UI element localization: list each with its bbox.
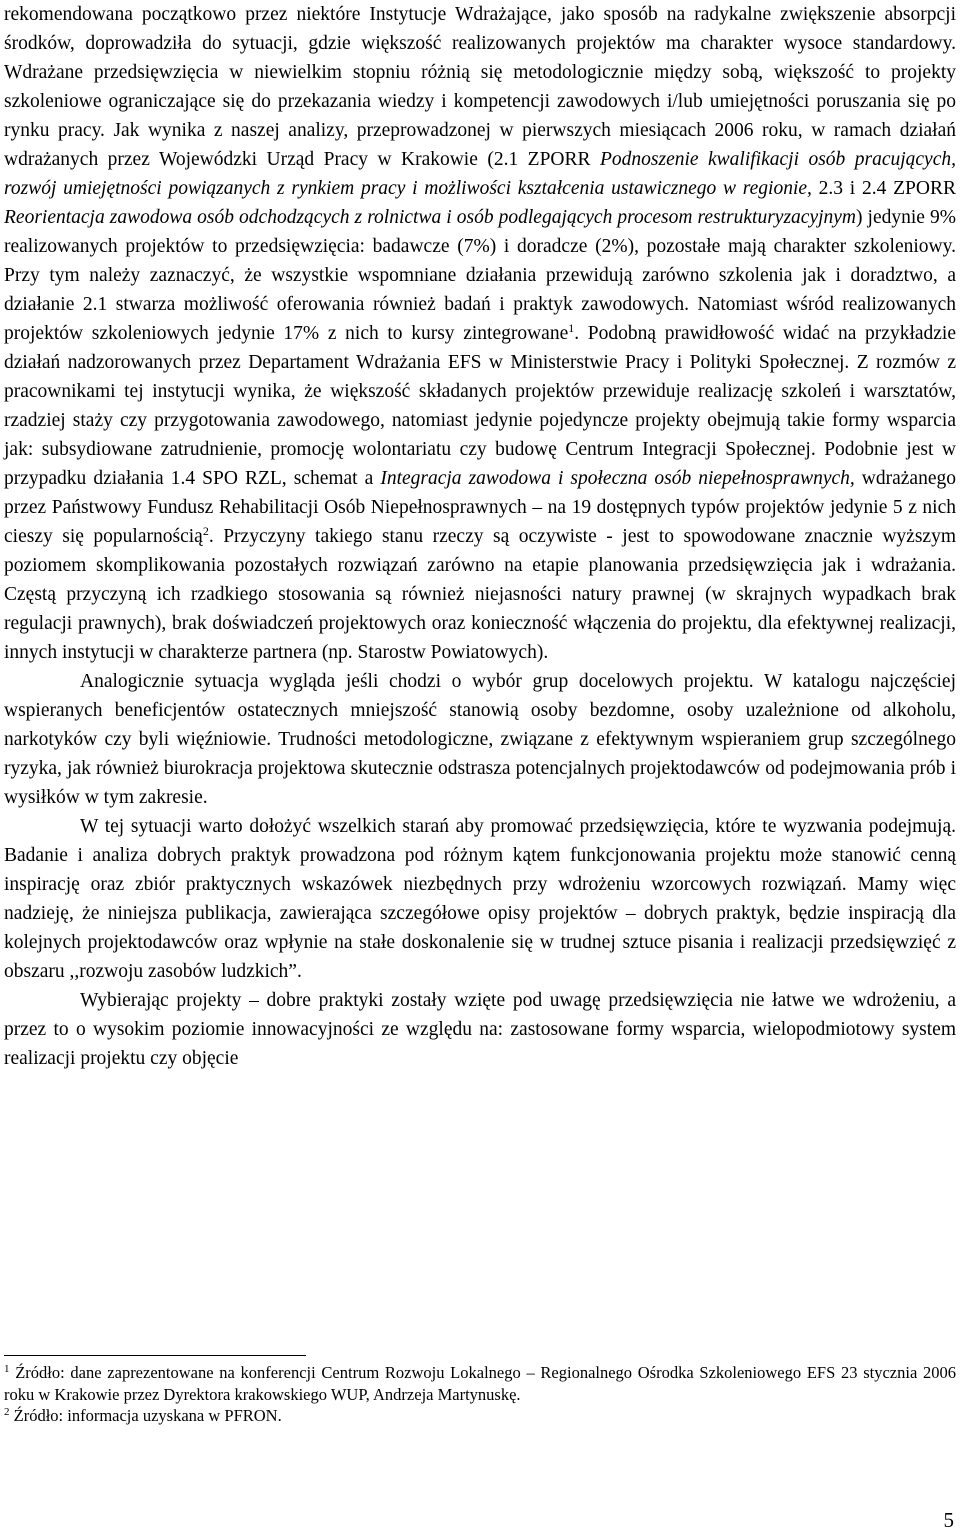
footnote [4,1405,956,1427]
paragraph [4,0,956,667]
text-run: ) jedynie 9% realizowanych projektów to przedsięwzięcia: badawcze (7%) i doradcze (2%), pozostałe mają charakter szkoleniowy. Przy tym należy zaznaczyć, że wszystkie wspomniane działania przewidują zarówno szkolenia jak i doradztwo, a działanie 2.1 stwarza możliwość oferowania również badań i praktyk zawodowych. Natomiast wśród realizowanych projektów szkoleniowych jedynie 17% z nich to kursy zintegrowane [4,207,956,344]
text-run: wdrażanego przez Państwowy Fundusz Rehabilitacji Osób Niepełnosprawnych – na 19 dostępnych typów projektów jedynie 5 z nich cieszy się popularnością [4,468,956,547]
text-run: W tej sytuacji warto dołożyć wszelkich starań aby promować przedsięwzięcia, które te wyzwania podejmują. Badanie i analiza dobrych praktyk prowadzona pod różnym kątem funkcjonowania projektu może stanowić cenną inspirację oraz zbiór praktycznych wskazówek niezbędnych przy wdrożeniu wzorcowych rozwiązań. Mamy więc nadzieję, że niniejsza publikacja, zawierająca szczegółowe opisy projektów – dobrych praktyk, będzie inspiracją dla kolejnych projektodawców oraz wpłynie na stałe doskonalenie się w trudnej sztuce pisania i realizacji przedsięwzięć z obszaru ,,rozwoju zasobów ludzkich”. [4,816,956,982]
footnote-separator [4,1355,306,1356]
paragraph [4,812,956,986]
italic-text: Reorientacja zawodowa osób odchodzących z rolnictwa i osób podlegających procesom restrukturyzacyjnym [4,207,857,228]
footnote-reference: 2 [202,524,209,538]
footnote-marker: 2 [4,1406,10,1418]
document-page [4,0,956,1073]
page-number: 5 [943,1508,954,1532]
paragraph [4,667,956,812]
body-text [4,0,956,1073]
text-run: . Podobną prawidłowość widać na przykładzie działań nadzorowanych przez Departament Wdrażania EFS w Ministerstwie Pracy i Polityki Społecznej. Z rozmów z pracownikami tej instytucji wynika, że większość składanych projektów przewiduje realizację szkoleń i warsztatów, rzadziej staży czy przygotowania zawodowego, natomiast jedynie pojedyncze projekty obejmują takie formy wsparcia jak: subsydiowane zatrudnienie, promocję wolontariatu czy budowę Centrum Integracji Społecznej. Podobnie jest w przypadku działania 1.4 SPO RZL, schemat a [4,323,956,489]
italic-text: Podnoszenie kwalifikacji osób pracujących, rozwój umiejętności powiązanych z rynkiem pracy i możliwości kształcenia ustawicznego w regionie, [4,149,956,199]
footnote [4,1362,956,1405]
text-run: rekomendowana początkowo przez niektóre Instytucje Wdrażające, jako sposób na radykalne zwiększenie absorpcji środków, doprowadziła do sytuacji, gdzie większość realizowanych projektów ma charakter wysoce standardowy. Wdrażane przedsięwzięcia w niewielkim stopniu różnią się metodologicznie między sobą, większość to projekty szkoleniowe ograniczające się do przekazania wiedzy i kompetencji zawodowych i/lub umiejętności poruszania się po rynku pracy. Jak wynika z naszej analizy, przeprowadzonej w pierwszych miesiącach 2006 roku, w ramach działań wdrażanych przez Wojewódzki Urząd Pracy w Krakowie (2.1 ZPORR [4,4,956,170]
footnote-text: Źródło: informacja uzyskana w PFRON. [9,1406,282,1425]
footnotes [4,1362,956,1427]
text-run: Wybierając projekty – dobre praktyki zostały wzięte pod uwagę przedsięwzięcia nie łatwe we wdrożeniu, a przez to o wysokim poziomie innowacyjności ze względu na: zastosowane formy wsparcia, wielopodmiotowy system realizacji projektu czy objęcie [4,990,956,1069]
footnote-marker: 1 [4,1363,10,1375]
text-run: Analogicznie sytuacja wygląda jeśli chodzi o wybór grup docelowych projektu. W katalogu najczęściej wspieranych beneficjentów ostatecznych mniejszość stanowią osoby bezdomne, osoby uzależnione od alkoholu, narkotyków czy byli więźniowie. Trudności metodologiczne, związane z efektywnym wspieraniem grup szczególnego ryzyka, jak również biurokracja projektowa skutecznie odstrasza potencjalnych projektodawców od podejmowania prób i wysiłków w tym zakresie. [4,671,956,808]
text-run: . Przyczyny takiego stanu rzeczy są oczywiste - jest to spowodowane znacznie wyższym poziomem skomplikowania pozostałych rozwiązań zarówno na etapie planowania przedsięwzięcia jak i wdrażania. Częstą przyczyną ich rzadkiego stosowania są również niejasności natury prawnej (w skrajnych wypadkach brak regulacji prawnych), brak doświadczeń projektowych oraz konieczność włączenia do projektu, dla efektywnej realizacji, innych instytucji w charakterze partnera (np. Starostw Powiatowych). [4,526,956,663]
paragraph [4,986,956,1073]
italic-text: Integracja zawodowa i społeczna osób niepełnosprawnych, [380,468,855,489]
footnote-reference: 1 [568,321,575,335]
text-run: 2.3 i 2.4 ZPORR [811,178,956,199]
footnote-text: Źródło: dane zaprezentowane na konferencji Centrum Rozwoju Lokalnego – Regionalnego Ośrodka Szkoleniowego EFS 23 stycznia 2006 roku w Krakowie przez Dyrektora krakowskiego WUP, Andrzeja Martynuskę. [4,1363,956,1404]
